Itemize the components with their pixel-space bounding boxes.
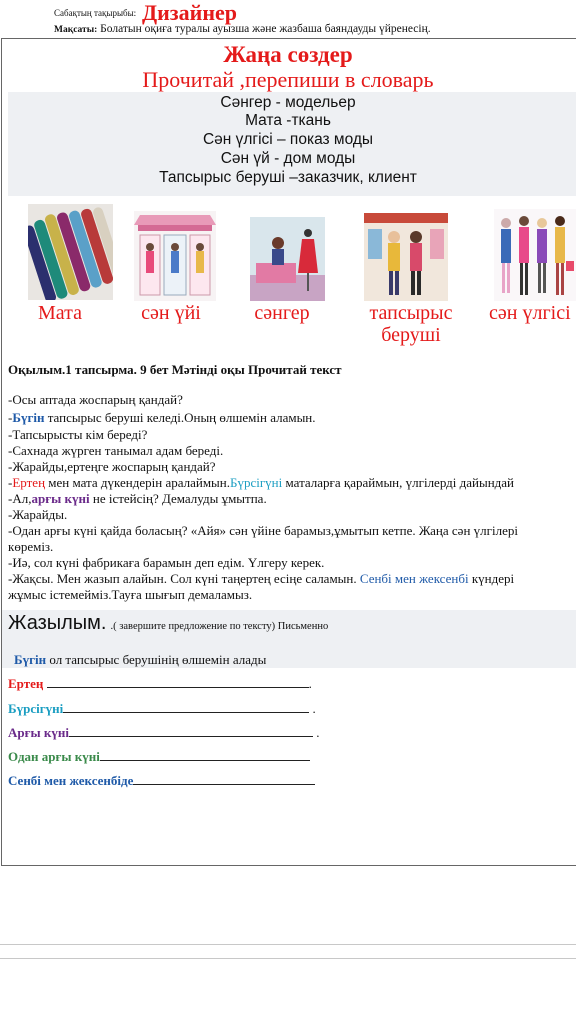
vocab-line: Сәнгер - модельер	[220, 94, 356, 111]
vocab-line: Сән үй - дом моды	[220, 150, 356, 167]
dialogue-line: -Бүгін тапсырыс беруші келеді.Оның өлшемін аламын.	[8, 410, 316, 425]
fashion-show-image	[494, 209, 576, 301]
lesson-topic: Дизайнер	[142, 0, 238, 25]
prompt-weekend[interactable]: Сенбі мен жексенбіде	[8, 773, 315, 789]
prompt-in-three-days[interactable]: Арғы күні .	[8, 725, 320, 740]
prompt-tomorrow[interactable]: Ертең .	[8, 676, 312, 691]
answer-blank[interactable]	[100, 749, 310, 761]
new-words-subtitle: Прочитай ,перепиши в словарь	[142, 67, 434, 92]
answer-blank[interactable]	[133, 773, 315, 785]
designer-image	[250, 217, 325, 301]
dialogue-line: жұмыс істемейміз.Тауға шығып демаламыз.	[8, 587, 253, 602]
caption-fabric: Мата	[37, 302, 82, 324]
dialogue-line: -Иә, сол күні фабрикаға барамын деп едім. Үлгеру керек.	[8, 555, 325, 570]
dialogue-line: -Жарайды,ертеңге жоспарың қандай?	[8, 459, 216, 474]
customers-image	[364, 213, 448, 301]
dialogue-line: -Ал,арғы күні не істейсің? Демалуды ұмытпа.	[8, 491, 267, 506]
dialogue-line: -Тапсырысты кім береді?	[8, 427, 148, 442]
lesson-aim	[54, 23, 431, 35]
writing-heading: Жазылым.	[8, 612, 107, 634]
caption-designer: сәнгер	[254, 302, 310, 324]
vocab-line: Сән үлгісі – показ моды	[202, 131, 374, 148]
page-divider	[0, 944, 576, 945]
answer-blank[interactable]	[47, 676, 309, 688]
aim-label: Мақсаты:	[54, 25, 98, 35]
dialogue-line: -Жарайды.	[8, 507, 68, 522]
aim-text: Болатын оқиға туралы ауызша және жазбаша баяндауды үйренесің.	[100, 23, 431, 35]
new-words-title: Жаңа сөздер	[223, 42, 353, 67]
vocab-line: Тапсырыс беруші –заказчик, клиент	[159, 169, 417, 186]
dialogue-line: -Осы аптада жоспарың қандай?	[8, 392, 183, 407]
caption-fashion-show: сән үлгісі	[489, 302, 571, 324]
answer-blank[interactable]	[63, 701, 309, 713]
fashion-house-image	[134, 211, 216, 301]
prompt-day-after-tomorrow[interactable]: Бүрсігүні .	[8, 701, 316, 716]
prompt-in-four-days[interactable]: Одан арғы күні	[8, 749, 310, 765]
writing-instruction: .( завершите предложение по тексту) Письменно	[110, 621, 329, 632]
caption-fashion-house: сән үйі	[141, 302, 201, 324]
dialogue-line: көреміз.	[8, 539, 54, 554]
fabric-rolls-image	[28, 204, 113, 300]
dialogue-line: -Сахнада жүрген танымал адам береді.	[8, 443, 224, 458]
dialogue-line: -Одан арғы күні қайда боласың? «Айя» сән үйіне барамыз,ұмытып кетпе. Жаңа сән үлгілері	[8, 523, 518, 538]
page-divider	[0, 958, 576, 959]
writing-example: Бүгін ол тапсырыс берушінің өлшемін алады	[14, 652, 267, 667]
topic-label: Сабақтың тақырыбы:	[54, 8, 137, 18]
writing-heading-row	[8, 612, 328, 635]
caption-customer: тапсырыс беруші	[369, 302, 453, 346]
reading-task-heading: Оқылым.1 тапсырма. 9 бет Мәтінді оқы Прочитай текст	[8, 362, 342, 377]
vocab-line: Мата -ткань	[245, 112, 331, 129]
dialogue-line: -Ертең мен мата дүкендерін аралаймын.Бүрсігүні маталарға қараймын, үлгілерді дайындай	[8, 475, 515, 490]
dialogue-line: -Жақсы. Мен жазып алайын. Сол күні таңертең есіңе саламын. Сенбі мен жексенбі күндері	[8, 571, 515, 586]
answer-blank[interactable]	[69, 725, 313, 737]
